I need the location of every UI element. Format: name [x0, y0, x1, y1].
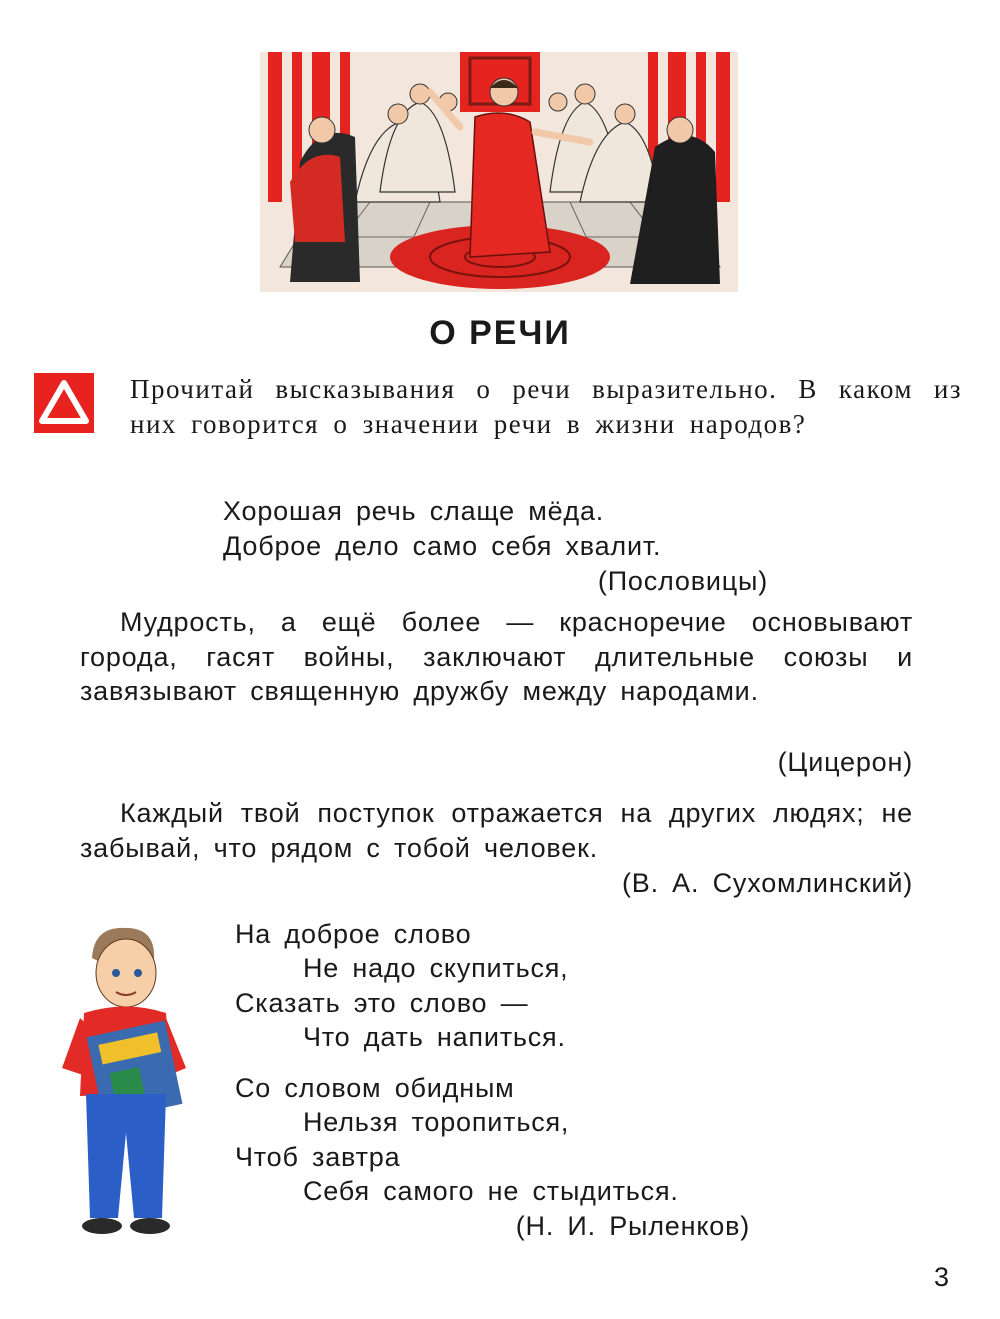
quote-cicero [80, 605, 913, 709]
quote-sukhomlinsky-text: Каждый твой поступок отражается на других людях; не забывай, что рядом с тобой человек. [80, 798, 913, 863]
poem-line: Себя самого не стыдиться. [303, 1176, 679, 1206]
quote-cicero-attribution: (Цицерон) [777, 747, 913, 777]
quote-sukhomlinsky [80, 796, 913, 865]
proverbs-attribution: (Пословицы) [597, 566, 768, 596]
page-title: О РЕЧИ [429, 314, 571, 352]
poem-line: Со словом обидным [235, 1073, 515, 1103]
poem-line: Не надо скупиться, [303, 953, 569, 983]
poem-line: На доброе слово [235, 919, 472, 949]
poem-line: Что дать напиться. [303, 1022, 566, 1052]
poem-line: Чтоб завтра [235, 1142, 401, 1172]
task-instruction: Прочитай высказывания о речи выразительно. В каком из них говорится о значении речи в жизни народов? [130, 374, 962, 439]
orator-illustration [260, 52, 738, 292]
poem-line: Сказать это слово — [235, 988, 529, 1018]
poem-attribution: (Н. И. Рыленков) [515, 1211, 750, 1241]
triangle-icon [34, 373, 94, 433]
page-number: 3 [934, 1262, 950, 1292]
proverb-line: Хорошая речь слаще мёда. [223, 496, 605, 526]
poem-line: Нельзя торопиться, [303, 1107, 570, 1137]
boy-illustration [54, 918, 194, 1243]
proverb-line: Доброе дело само себя хвалит. [223, 531, 662, 561]
quote-cicero-text: Мудрость, а ещё более — красноречие основывают города, гасят войны, заключают длительные союзы и завязывают священную дружбу между народами. [80, 607, 913, 706]
quote-sukhomlinsky-attribution: (В. А. Сухомлинский) [621, 868, 913, 898]
